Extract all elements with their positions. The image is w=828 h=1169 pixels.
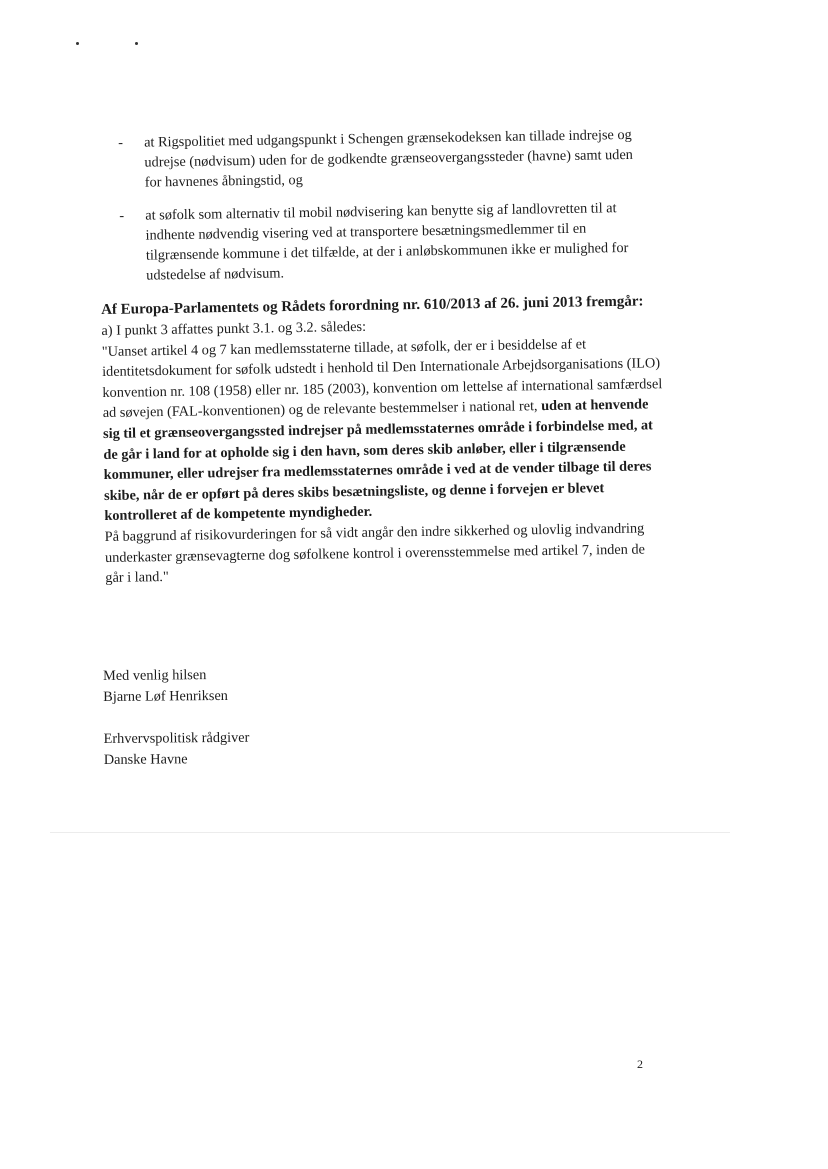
bullet-marker: - bbox=[118, 134, 124, 151]
signer-title: Erhvervspolitisk rådgiver bbox=[103, 729, 250, 747]
organization-name: Danske Havne bbox=[103, 751, 188, 768]
quote-closing-paragraph: På baggrund af risikovurderingen for så vidt angår den indre sikkerhed og ulovlig indvandring underkaster grænsevagterne dog søfolkene kontrol i overensstemmelse med artikel 7, inden de går i land." bbox=[104, 520, 646, 587]
list-item bbox=[119, 198, 650, 286]
main-body bbox=[101, 291, 665, 588]
greeting: Med venlig hilsen bbox=[103, 667, 207, 684]
signer-name: Bjarne Løf Henriksen bbox=[103, 687, 229, 705]
section-heading: Af Europa-Parlamentets og Rådets forordning nr. 610/2013 af 26. juni 2013 fremgår: bbox=[101, 293, 644, 318]
bullet-marker: - bbox=[119, 207, 125, 224]
quote-text: "Uanset artikel 4 og 7 kan medlemsstaterne tillade, at søfolk, der er i besiddelse af et identitetsdokument for søfolk udstedt i henhold til Den Internationale Arbejdsorganisations (ILO) konvention nr. 108 (1958) eller nr. 185 (2003), konvention om lettelse af international samfærdsel ad søvejen (FAL-konventionen) og de relevante bestemmelser i national ret, bbox=[101, 335, 663, 422]
quote-bold-text: uden at henvende sig til et grænseovergangssted indrejser på medlemsstaternes område i forbindelse med, at de går i land for at opholde sig i den havn, som deres skib anløber, eller i tilgrænsende kommuner, eller udrejser fra medlemsstaternes område i ved at de vender tilbage til deres skibe, når de er opført på deres skibs besætningsliste, og denne i forvejen er blevet kontrolleret af de kompetente myndigheder. bbox=[102, 396, 654, 525]
bullet-list bbox=[118, 125, 651, 299]
intro-paragraph: a) I punkt 3 affattes punkt 3.1. og 3.2. således: bbox=[101, 318, 367, 339]
scan-speck bbox=[76, 42, 79, 45]
list-item-text: at Rigspolitiet med udgangspunkt i Schengen grænsekodeksen kan tillade indrejse og udrejse (nødvisum) uden for de godkendte grænseovergangssteder (havne) samt uden for havnenes åbningstid, og bbox=[144, 126, 634, 191]
quote-paragraph bbox=[102, 333, 665, 527]
list-item bbox=[118, 125, 649, 193]
faint-rule bbox=[50, 832, 730, 833]
page-number: 2 bbox=[637, 1057, 643, 1071]
scan-speck bbox=[135, 42, 138, 45]
list-item-text: at søfolk som alternativ til mobil nødvisering kan benytte sig af landlovretten til at indhente nødvendig visering ved at transportere besætningsmedlemmer til en tilgrænsende kommune i det tilfælde, at der i anløbskommunen ikke er mulighed for udstedelse af nødvisum. bbox=[145, 200, 629, 284]
signature-block bbox=[103, 663, 504, 771]
